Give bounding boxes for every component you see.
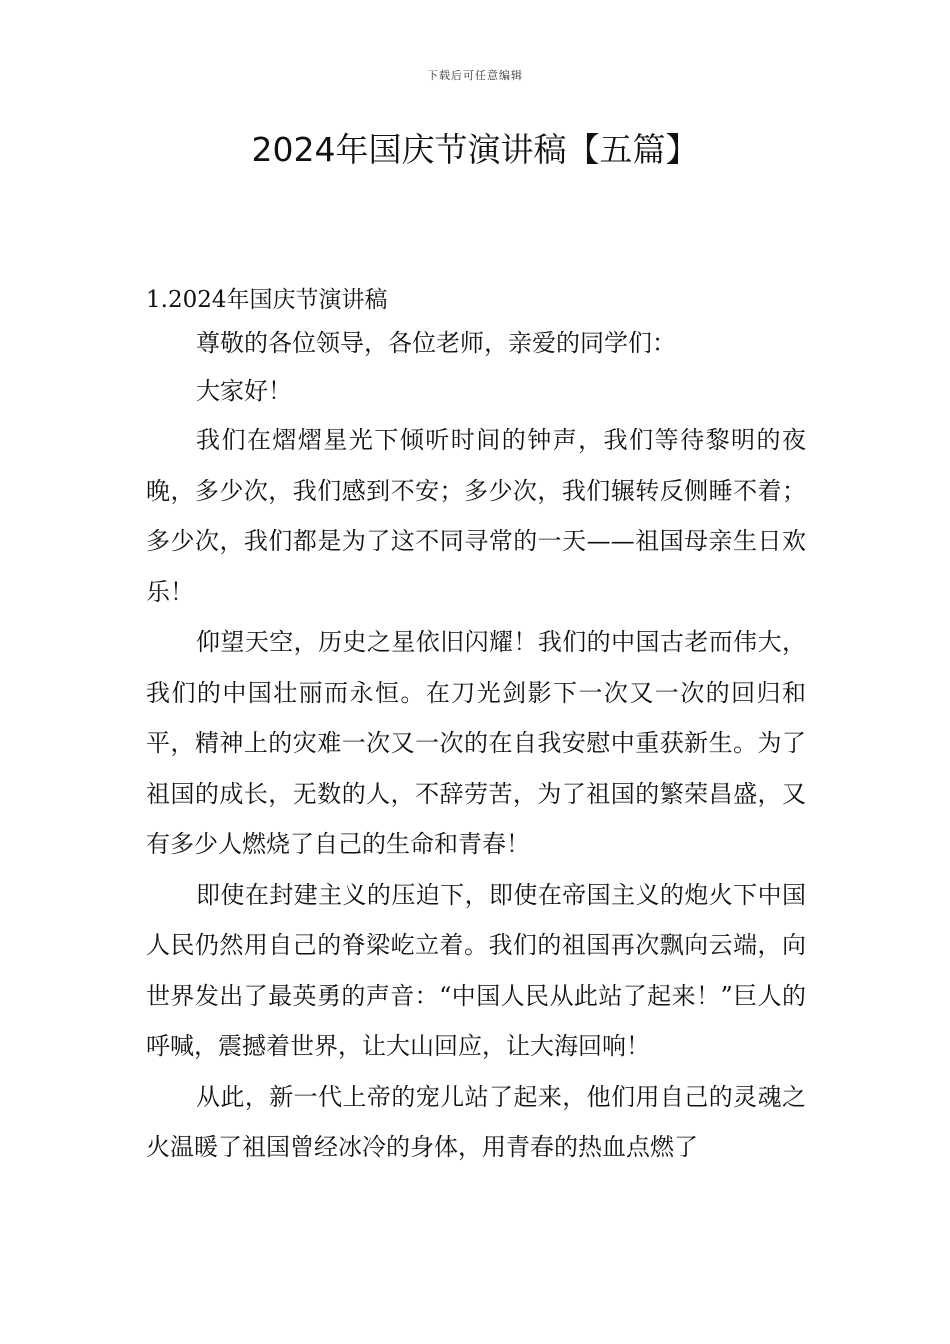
paragraph: 我们在熠熠星光下倾听时间的钟声，我们等待黎明的夜晚，多少次，我们感到不安；多少次，我们辗转反侧睡不着；多少次，我们都是为了这不同寻常的一天——祖国母亲生日欢乐！: [146, 426, 806, 606]
document-title: 2024年国庆节演讲稿【五篇】: [251, 130, 699, 169]
paragraph: 仰望天空，历史之星依旧闪耀！我们的中国古老而伟大，我们的中国壮丽而永恒。在刀光剑影下一次又一次的回归和平，精神上的灾难一次又一次的在自我安慰中重获新生。为了祖国的成长，无数的人，不辞劳苦，为了祖国的繁荣昌盛，又有多少人燃烧了自己的生命和青春！: [146, 628, 806, 858]
paragraph: 即使在封建主义的压迫下，即使在帝国主义的炮火下中国人民仍然用自己的脊梁屹立着。我们的祖国再次飘向云端，向世界发出了最英勇的声音：“中国人民从此站了起来！”巨人的呼喊，震撼着世界，让大山回应，让大海回响！: [146, 880, 806, 1060]
greeting: 大家好！: [196, 377, 292, 405]
document-body: [146, 281, 806, 1173]
paragraph: 从此，新一代上帝的宠儿站了起来，他们用自己的灵魂之火温暖了祖国曾经冰冷的身体，用青春的热血点燃了: [146, 1082, 806, 1161]
header-note: 下载后可任意编辑: [427, 69, 523, 82]
salutation: 尊敬的各位领导，各位老师，亲爱的同学们：: [196, 329, 676, 357]
section-heading: 1.2024年国庆节演讲稿: [146, 287, 388, 313]
